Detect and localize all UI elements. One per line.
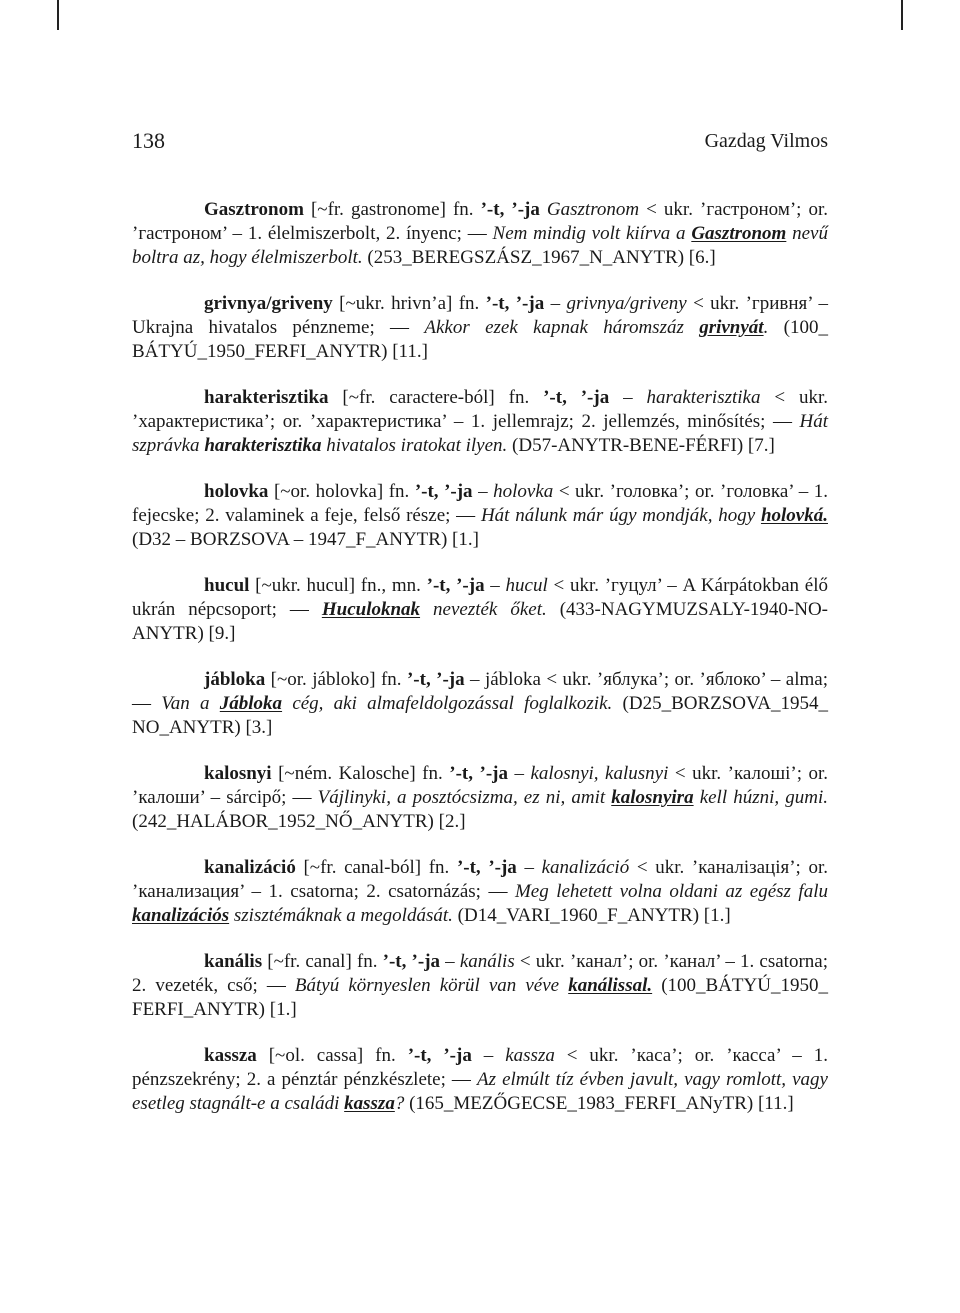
dictionary-entry: harakterisztika [~fr. caractere-ból] fn. ’-t, ’-ja – harakterisztika < ukr. ’характеристика’; or. ’характеристика’ – 1. jellemrajz; 2. jellemzés, minősítés; — Hát szprávka harakterisztika hivatalos iratokat ilyen. (D57-ANYTR-BENE-FÉRFI) [7.] <box>132 387 828 456</box>
running-head: Gazdag Vilmos <box>704 130 828 152</box>
crop-mark-top-right <box>901 0 903 30</box>
dictionary-entry: jábloka [~or. jábloko] fn. ’-t, ’-ja – jábloka < ukr. ’яблука’; or. ’яблоко’ – alma; — Van a Jábloka cég, aki almafeldolgozással foglalkozik. (D25_BORZSOVA_1954_ NO_ANYTR) [3.] <box>132 669 829 738</box>
dictionary-entry: kalosnyi [~ném. Kalosche] fn. ’-t, ’-ja – kalosnyi, kalusnyi < ukr. ’калоші’; or. ’калоши’ – sárcipő; — Vájlinyki, a posztócsizma, ez ni, amit kalosnyira kell húzni, gumi. (242_HALÁBOR_1952_NŐ_ANYTR) [2.] <box>132 763 829 832</box>
dictionary-entry: holovka [~or. holovka] fn. ’-t, ’-ja – holovka < ukr. ’головка’; or. ’головка’ – 1. fejecske; 2. valaminek a feje, felső része; — Hát nálunk már úgy mondják, hogy holovká. (D32 – BORZSOVA – 1947_F_ANYTR) [1.] <box>132 481 828 550</box>
dictionary-entry: kassza [~ol. cassa] fn. ’-t, ’-ja – kassza < ukr. ’каса’; or. ’касса’ – 1. pénzszekrény; 2. a pénztár pénzkészlete; — Az elmúlt tíz évben javult, vagy romlott, vagy esetleg stagnált-e a családi kassza? (165_MEZŐGECSE_1983_FERFI_ANyTR) [11.] <box>132 1045 828 1114</box>
dictionary-entry: grivnya/griveny [~ukr. hrivn’a] fn. ’-t, ’-ja – grivnya/griveny < ukr. ’гривня’ – Ukrajna hivatalos pénzneme; — Akkor ezek kapnak háromszáz grivnyát. (100_ BÁTYÚ_1950_FERFI_ANYTR) [11.] <box>132 293 829 362</box>
dictionary-entry: kanális [~fr. canal] fn. ’-t, ’-ja – kanális < ukr. ’канал’; or. ’канал’ – 1. csatorna; 2. vezeték, cső; — Bátyú környeslen körül van véve kanálissal. (100_BÁTYÚ_1950_ FERFI_ANYTR) [1.] <box>132 951 828 1020</box>
dictionary-entry: Gasztronom [~fr. gastronome] fn. ’-t, ’-ja Gasztronom < ukr. ’гастроном’; or. ’гастроном’ – 1. élelmiszerbolt, 2. ínyenc; — Nem mindig volt kiírva a Gasztronom nevű boltra az, hogy élelmiszerbolt. (253_BEREGSZÁSZ_1967_N_ANYTR) [6.] <box>132 199 829 268</box>
page-number: 138 <box>132 128 165 153</box>
page-header <box>132 128 828 160</box>
crop-mark-top-left <box>57 0 59 30</box>
dictionary-entry: kanalizáció [~fr. canal-ból] fn. ’-t, ’-ja – kanalizáció < ukr. ’каналізація’; or. ’канализация’ – 1. csatorna; 2. csatornázás; — Meg lehetett volna oldani az egész falu kanalizációs szisztémáknak a megoldását. (D14_VARI_1960_F_ANYTR) [1.] <box>132 857 828 926</box>
dictionary-entry: hucul [~ukr. hucul] fn., mn. ’-t, ’-ja – hucul < ukr. ’гуцул’ – A Kárpátokban élő ukrán népcsoport; — Huculoknak nevezték őket. (433-NAGYMUZSALY-1940-NO-ANYTR) [9.] <box>132 575 829 644</box>
dictionary-body <box>132 198 828 1138</box>
